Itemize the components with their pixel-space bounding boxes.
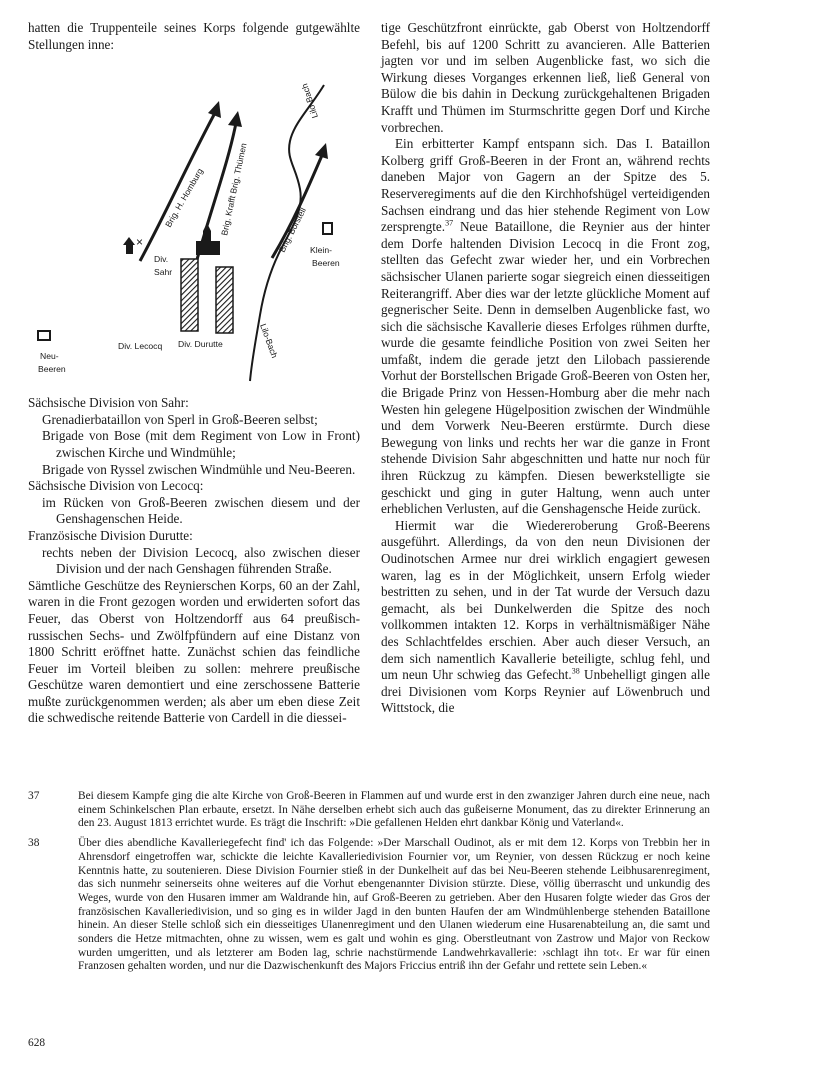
footnote-38	[28, 837, 710, 974]
footnote-ref-38[interactable]: 38	[571, 666, 580, 676]
label-lilo-bach-bottom: Lilo-Bach	[258, 322, 280, 360]
paragraph-1: tige Geschützfront einrückte, gab Oberst von Holtzendorff Befehl, bis auf 1200 Schritt zu avancieren. Alle Batterien jagten vor und im selben Augenblicke fast, wo sich die Wirkung dieses Vorganges erkennen ließ, ließ General von Bülow die bis dahin in Deckung zurückgehaltenen Brigaden Krafft und Thümen im Sturmschritte gegen Dorf und Kirche vorbrechen.	[381, 20, 710, 135]
page-number: 628	[28, 1037, 46, 1049]
footnote-text: Über dies abendliche Kavalleriegefecht find' ich das Folgende: »Der Marschall Oudinot, als er mit dem 12. Korps von Trebbin her in Ahrensdorf eingetroffen war, schickte die leichte Kavalleriedivision Fournier vor, um Reynier, von dessen Rückzug er noch keine Kenntnis hatte, zu soutenieren. Diese Division Fournier stieß in der Dunkelheit auf das bei Neu-Beeren stehende Leibhusarenregiment, das sich nunmehr seinerseits ohne weiteres auf die Vorhut ebengenannter Division stürzte. Diese, völlig überrascht und unkundig des Weges, wurde von den Husaren immer am Waldrande hin, auf Groß-Beeren zu getrieben. Aber den Husaren folgte wieder das Gros der französischen Kavalleriedivision, und so ging es in wilder Jagd in den bunten Haufen der am Windmühlenberge stehenden Bataillone hinein. An dieser Stelle schloß sich ein diesseitiges Ulanenregiment und den Ulanen wiederum eine Husarenabteilung an, die samt und sonders die Hetze mitmachten, ohne zu wissen, wem es galt und wohin es ging. Oberstleutnant von Zastrow und Major von Reckow wurden umgeritten, und als letzterer am Boden lag, schrie nachstürmende Landwehrkavallerie: ›schlagt ihn tot‹. Er war für einen Franzosen gehalten worden, und nur die Dazwischenkunft des Majors Friccius entriß ihn der Gefahr und rettete sein Leben.«	[78, 837, 710, 973]
paragraph-2	[381, 136, 710, 518]
battle-map-svg	[28, 63, 360, 383]
paragraph-3	[381, 518, 710, 717]
footnote-37	[28, 790, 710, 831]
paragraph-3-text-b: Unbehelligt gingen alle drei Divisionen vom Korps Reynier auf Löwenbruch und Wittstock, die	[381, 667, 710, 716]
label-brig-krafft-thuemen: Brig. Krafft Brig. Thümen	[219, 142, 249, 237]
paragraph-3-text-a: Hiermit war die Wiedereroberung Groß-Beerens ausgeführt. Allerdings, da von den neun Divisionen der Oudinotschen Armee nur drei wirklich engagiert gewesen waren, lag es in der Möglichkeit, unsern Erfolg wieder bestritten zu sehen, und in der Tat wurde der Versuch dazu gemacht, als bei Dunkelwerden die Spitze des noch vollkommen intakten 12. Korps in verhältnismäßiger Nähe des Schlachtfeldes erschien. Aber auch dieser Versuch, an dem sich namentlich Kavallerie beteiligte, schlug fehl, und um neun Uhr schwieg das Gefecht.	[381, 517, 710, 683]
klein-beeren-square	[323, 223, 332, 234]
label-klein-beeren: Klein-Beeren	[310, 245, 340, 269]
paragraph-2-text-b: Neue Bataillone, die Reynier aus der hinter dem Dorfe haltenden Division Lecocq in die Front zog, stellten das Gefecht zwar wieder her, und ein Vorbrechen sächsischer Ulanen parierte sogar siegreich einen diesseitigen Reiterangriff. Aber dies war der letzte glückliche Moment auf gegnerischer Seite. Denn in demselben Augenblicke fast, wo sich die sächsische Kavallerie dieses Erfolges rühmen durfte, wurde die gesamte feindliche Position von zwei Seiten her umfaßt, indem die gerade jetzt den Lilobach passierende Vorhut der Borstellschen Brigade Groß-Beeren von Osten her, die Brigade Prinz von Hessen-Homburg aber die mehr nach Westen hin gelegene Hügelposition zwischen der Windmühle und dem Vorwerk Neu-Beeren erstürmte. Durch diese Bewegung von links und rechts her war die ganze in Front stehende Division Sahr abgeschnitten und hatte nur noch für ihren Rückzug zu kämpfen. Diesen bewerkstelligte sie geschickt und ging in guter Haltung, wenn auch unter erheblichen Verlusten, auf die Genshagensche Heide zurück.	[381, 219, 710, 517]
paragraph-2-text-a: Ein erbitterter Kampf entspann sich. Das I. Bataillon Kolberg griff Groß-Beeren in der Front an, während rechts daneben Major von Gagern an der Spitze des 5. Reserveregiments auf die den Kirchhofshügel verteidigenden Sachsen eindrang und das hier stehende Regiment von Low zersprengte.	[381, 136, 710, 235]
church-symbol	[196, 223, 220, 255]
footnote-ref-37[interactable]: 37	[445, 218, 454, 228]
unit-list	[28, 395, 360, 578]
left-column	[28, 20, 360, 727]
list-item: Brigade von Ryssel zwischen Windmühle und Neu-Beeren.	[42, 461, 356, 477]
list-item: Brigade von Bose (mit dem Regiment von Low in Front) zwischen Kirche und Windmühle;	[42, 428, 360, 460]
x-mark: ×	[136, 235, 144, 250]
label-neu-beeren: Neu-Beeren	[38, 351, 66, 375]
list-head-sahr: Sächsische Division von Sahr:	[28, 395, 189, 411]
footnote-number: 38	[28, 837, 40, 850]
windmill-symbol	[123, 237, 135, 254]
block-div-durutte	[216, 267, 233, 333]
footnote-number: 37	[28, 790, 40, 802]
intro-paragraph: hatten die Truppenteile seines Korps folgende gutgewählte Stellungen inne:	[28, 20, 360, 52]
list-head-lecocq: Sächsische Division von Lecocq:	[28, 478, 204, 494]
right-column	[381, 20, 710, 717]
label-div-sahr: Div. Sahr	[154, 254, 173, 278]
list-item: rechts neben der Division Lecocq, also zwischen dieser Division und der nach Genshagen führenden Straße.	[42, 544, 360, 577]
list-head-durutte: Französische Division Durutte:	[28, 527, 193, 543]
footnote-text: Bei diesem Kampfe ging die alte Kirche von Groß-Beeren in Flammen auf und wurde erst in den zwanziger Jahren durch eine neue, nach einem Schinkelschen Plan erbaute, ersetzt. In Nähe derselben erhebt sich auch das gußeiserne Monument, das zu direkter Erinnerung an den 23. August 1813 errichtet wurde. Es trägt die Inschrift: »Die gefallenen Helden ehrt dankbar König und Vaterland«.	[78, 790, 710, 830]
block-div-lecocq	[181, 259, 198, 331]
label-brig-homburg: Brig. H. Homburg	[163, 166, 205, 230]
footnotes	[28, 790, 710, 980]
neu-beeren-square	[38, 331, 50, 340]
label-brig-borstell: Brig. Borstell	[276, 206, 308, 255]
list-item: im Rücken von Groß-Beeren zwischen diesem und der Genshagenschen Heide.	[42, 494, 360, 527]
label-div-durutte: Div. Durutte	[178, 339, 223, 350]
closing-paragraph: Sämtliche Geschütze des Reynierschen Korps, 60 an der Zahl, waren in die Front gezogen worden und erwiderten sofort das Feuer, das Oberst von Holtzendorff aus 64 preußisch-russischen Sechs- und Zwölfpfündern auf eine Distanz von 1800 Schritt eröffnet hatte. Zunächst schien das feindliche Feuer im Vorteil bleiben zu sollen: mehrere preußische Geschütze waren demontiert und eine zerschossene Batterie mußte zurückgenommen werden; als aber um eben diese Zeit die schwedische reitende Batterie von Cardell in die diessei-	[28, 577, 360, 726]
battle-map	[28, 63, 360, 383]
label-div-lecocq: Div. Lecocq	[118, 341, 163, 352]
list-item: Grenadierbataillon von Sperl in Groß-Beeren selbst;	[42, 411, 318, 427]
label-lilo-bach-top: Lilo-Bach	[299, 82, 320, 120]
